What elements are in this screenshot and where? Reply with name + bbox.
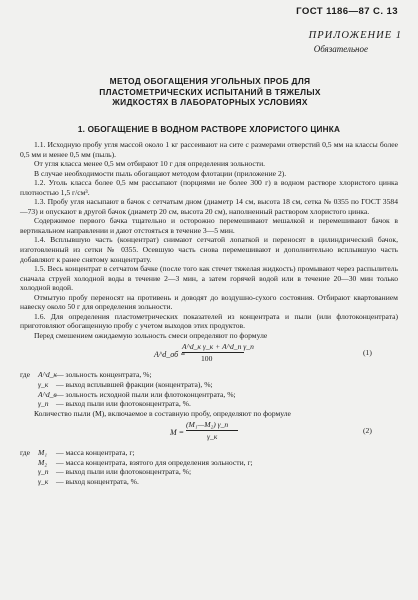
standard-header: ГОСТ 1186—87 С. 13 xyxy=(296,6,398,17)
where-item xyxy=(20,399,398,409)
where-item xyxy=(20,380,398,390)
where-text: — зольность исходной пыли или флотоконцентрата, %; xyxy=(56,389,236,399)
where-list xyxy=(20,370,398,408)
where-item xyxy=(20,390,398,400)
equation-number: (1) xyxy=(363,348,372,358)
paragraph: 1.3. Пробу угля насыпают в бачок с сетчатым дном (диаметр 14 см, высота 18 см, сетка № 0355 по ГОСТ 3584—73) и опускают в другой бачок (диаметр 20 см, высота 20 см), наполненный раствором хлористого цинка. xyxy=(20,197,398,216)
where-list xyxy=(20,448,398,486)
paragraph: Содержимое первого бачка тщательно и осторожно перемешивают мешалкой и перемешивают бачок в вертикальном направлении и дают отстояться в течение 3—5 мин. xyxy=(20,216,398,235)
document-title xyxy=(40,76,380,108)
paragraph: 1.2. Уголь класса более 0,5 мм рассыпают (порциями не более 300 г) в водном растворе хлористого цинка плотностью 1,5 г/см³. xyxy=(20,178,398,197)
paragraph: 1.5. Весь концентрат в сетчатом бачке (после того как стечет тяжелая жидкость) промывают через распылитель сначала струей холодной воды в течение 2—3 мин, а затем горячей водой или в течение 20—30 мин только холодной водой. xyxy=(20,264,398,293)
where-text: — зольность концентрата, %; xyxy=(56,370,152,380)
equation-number: (2) xyxy=(363,426,372,436)
where-lead: где xyxy=(20,370,30,380)
body-text xyxy=(20,140,398,486)
title-line: МЕТОД ОБОГАЩЕНИЯ УГОЛЬНЫХ ПРОБ ДЛЯ xyxy=(109,76,311,86)
formula-dust-mass xyxy=(20,418,398,448)
paragraph: 1.1. Исходную пробу угля массой около 1 кг рассеивают на сите с размерами отверстий 0,5 мм на классы более 0,5 мм и менее 0,5 мм (пыль). xyxy=(20,140,398,159)
formula-lhs: M = xyxy=(170,428,185,438)
formula-lhs: A^d_об = xyxy=(154,350,186,360)
fraction-bar xyxy=(182,352,244,353)
where-item xyxy=(20,370,398,380)
where-symbol: γ_п xyxy=(38,467,49,477)
paragraph: Перед смешением ожидаемую зольность смеси определяют по формуле xyxy=(34,330,268,340)
where-text: — выход пыли или флотоконцентрата, %. xyxy=(56,399,191,409)
paragraph: 1.6. Для определения пластометрических показателей из концентрата и пыли (или флотоконцентрата) приготовляют обогащенную пробу с учетом выходов этих продуктов. xyxy=(20,311,398,331)
formula-ash-content xyxy=(20,340,398,370)
where-symbol: A^d_к xyxy=(38,370,57,380)
formula-numerator: A^d_к γ_к + A^d_п γ_п xyxy=(182,342,254,352)
paragraph: Отмытую пробу переносят на противень и доводят до воздушно-сухого состояния. Отбирают квартованием навеску около 50 г для определения зольности. xyxy=(20,292,398,312)
paragraph: 1.4. Всплывшую часть (концентрат) снимают сетчатой лопаткой и переносят в цилиндрический бачок, изготовленный из сетки № 0355. Осевшую часть снова перемешивают и дополнительно всплывшую часть добавляют к ранее снятому концентрату. xyxy=(20,235,398,264)
where-text: — выход концентрата, %. xyxy=(56,476,139,486)
where-text: — выход пыли или флотоконцентрата, %; xyxy=(56,467,192,477)
paragraph: От угля класса менее 0,5 мм отбирают 10 г для определения зольности. xyxy=(34,159,266,169)
paragraph: Количество пыли (M), включаемое в составную пробу, определяют по формуле xyxy=(34,408,291,418)
where-symbol: M₂ xyxy=(38,457,47,467)
where-symbol: M₁ xyxy=(38,448,47,458)
paragraph: В случае необходимости пыль обогащают методом флотации (приложение 2). xyxy=(34,168,287,178)
where-symbol: γ_к xyxy=(38,476,49,486)
fraction-bar xyxy=(186,430,238,431)
mandatory-label: Обязательное xyxy=(313,44,368,54)
where-text: — выход всплывшей фракции (концентрата), %; xyxy=(56,380,213,390)
appendix-label: ПРИЛОЖЕНИЕ 1 xyxy=(308,30,402,41)
formula-denominator: γ_к xyxy=(207,432,218,442)
where-lead: где xyxy=(20,448,30,458)
where-symbol: γ_п xyxy=(38,399,49,409)
title-line: ЖИДКОСТЯХ В ЛАБОРАТОРНЫХ УСЛОВИЯХ xyxy=(112,97,308,108)
where-text: — масса концентрата, г; xyxy=(56,448,135,458)
where-text: — масса концентрата, взятого для определения зольности, г; xyxy=(56,457,253,467)
formula-numerator: (M₁—M₂) γ_п xyxy=(186,420,229,430)
where-symbol: γ_к xyxy=(38,380,49,390)
where-item xyxy=(20,458,398,468)
formula-denominator: 100 xyxy=(201,354,213,364)
where-item xyxy=(20,467,398,477)
where-item xyxy=(20,448,398,458)
title-line: ПЛАСТОМЕТРИЧЕСКИХ ИСПЫТАНИЙ В ТЯЖЕЛЫХ xyxy=(99,86,321,97)
where-symbol: A^d_в xyxy=(38,389,57,399)
section-heading: 1. ОБОГАЩЕНИЕ В ВОДНОМ РАСТВОРЕ ХЛОРИСТОГО ЦИНКА xyxy=(77,125,341,134)
where-item xyxy=(20,477,398,487)
